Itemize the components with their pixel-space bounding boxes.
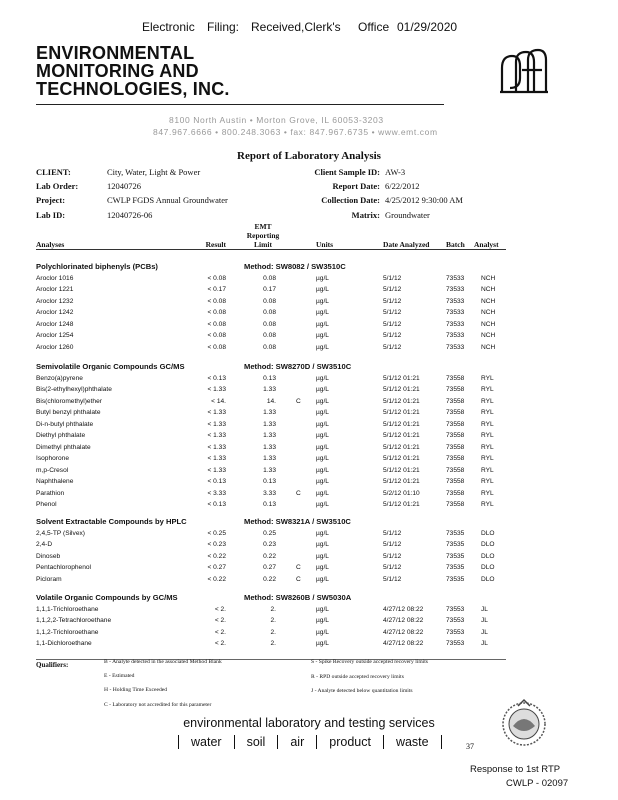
cell-analyte: Parathion <box>36 489 65 497</box>
cell-analyte: Benzo(a)pyrene <box>36 375 83 382</box>
cell-batch: 73558 <box>446 420 465 428</box>
cell-analyte: Naphthalene <box>36 478 74 486</box>
response-label: Response to 1st RTP <box>470 764 561 775</box>
cell-analyst: JL <box>481 640 488 648</box>
services-list <box>178 735 442 749</box>
cell-units: µg/L <box>316 552 329 560</box>
cell-date: 4/27/12 08:22 <box>383 606 424 613</box>
cell-analyte: 1,1,2,2-Tetrachloroethane <box>36 617 112 625</box>
cell-limit: 1.33 <box>263 386 276 394</box>
cell-batch: 73533 <box>446 343 465 351</box>
cell-analyst: RYL <box>481 466 494 474</box>
cell-analyst: RYL <box>481 500 494 508</box>
report-date-label: Report Date: <box>332 181 380 191</box>
cell-date: 5/1/12 01:21 <box>383 443 420 451</box>
cell-analyst: NCH <box>481 343 496 351</box>
cell-units: µg/L <box>316 275 329 282</box>
cell-analyte: Bis(chloromethyl)ether <box>36 397 102 405</box>
cell-limit: 1.33 <box>263 420 276 428</box>
cell-result: < 14. <box>211 397 226 405</box>
cell-limit: 1.33 <box>263 455 276 463</box>
cell-analyte: Bis(2-ethylhexyl)phthalate <box>36 386 112 394</box>
cell-analyst: DLO <box>481 530 495 537</box>
cell-date: 4/27/12 08:22 <box>383 640 424 648</box>
cell-analyst: JL <box>481 628 488 636</box>
cell-analyst: NCH <box>481 297 496 305</box>
cell-analyte: Butyl benzyl phthalate <box>36 409 101 417</box>
cell-batch: 73558 <box>446 466 465 474</box>
cell-result: < 1.33 <box>207 432 226 440</box>
cell-limit: 1.33 <box>263 432 276 440</box>
cell-batch: 73533 <box>446 320 465 328</box>
cell-batch: 73533 <box>446 309 465 317</box>
qualifier-e: E - Estimated <box>104 673 135 679</box>
cell-date: 4/27/12 08:22 <box>383 617 424 625</box>
lab-order-label: Lab Order: <box>36 181 79 191</box>
cell-analyte: Di-n-butyl phthalate <box>36 420 94 428</box>
col-emt-line: Limit <box>254 240 272 249</box>
cell-result: < 0.08 <box>207 309 226 317</box>
cell-batch: 73558 <box>446 443 465 451</box>
cell-limit: 3.33 <box>263 489 276 497</box>
cell-limit: 14. <box>266 397 276 405</box>
cell-result: < 1.33 <box>207 443 226 451</box>
col-analyses: Analyses <box>36 240 65 249</box>
cell-result: < 1.33 <box>207 409 226 417</box>
page-number: 37 <box>466 742 474 751</box>
cell-analyte: Diethyl phthalate <box>36 432 86 440</box>
cell-date: 5/1/12 01:21 <box>383 478 420 486</box>
company-logo-icon <box>498 48 550 94</box>
cell-analyte: Isophorone <box>36 455 69 463</box>
cell-analyte: Aroclor 1248 <box>36 320 74 328</box>
cell-date: 5/1/12 01:21 <box>383 500 420 508</box>
cell-analyte: Aroclor 1254 <box>36 332 74 340</box>
cell-result: < 0.08 <box>207 275 226 282</box>
cell-analyte: Aroclor 1242 <box>36 309 74 317</box>
cell-analyst: DLO <box>481 564 495 572</box>
cell-qualifier: C <box>296 564 301 572</box>
cell-result: < 2. <box>214 640 226 648</box>
report-date-value: 6/22/2012 <box>385 181 420 191</box>
cell-batch: 73558 <box>446 455 465 463</box>
company-line: TECHNOLOGIES, INC. <box>36 79 230 99</box>
filing-office: Office <box>358 20 390 34</box>
cell-date: 5/1/12 <box>383 530 402 537</box>
cell-analyst: JL <box>481 617 488 625</box>
sample-id-value: AW-3 <box>385 167 406 177</box>
cell-date: 5/1/12 <box>383 541 402 549</box>
section-title: Volatile Organic Compounds by GC/MS <box>36 593 178 602</box>
cell-batch: 73533 <box>446 297 465 305</box>
cell-limit: 0.13 <box>263 500 276 508</box>
cell-units: µg/L <box>316 455 329 463</box>
cell-result: < 2. <box>214 606 226 613</box>
cell-date: 5/1/12 01:21 <box>383 375 420 382</box>
cell-date: 5/1/12 01:21 <box>383 455 420 463</box>
qualifier-h: H - Holding Time Exceeded <box>104 687 168 693</box>
cell-result: < 1.33 <box>207 455 226 463</box>
cell-units: µg/L <box>316 332 329 340</box>
company-line: MONITORING AND <box>36 61 199 81</box>
cell-units: µg/L <box>316 500 329 508</box>
cell-analyst: DLO <box>481 541 495 549</box>
cell-limit: 0.27 <box>263 564 276 572</box>
cell-date: 5/1/12 01:21 <box>383 466 420 474</box>
cell-analyte: Aroclor 1221 <box>36 286 74 294</box>
lab-order-value: 12040726 <box>107 181 141 191</box>
cell-limit: 0.25 <box>263 530 276 537</box>
cell-date: 5/1/12 <box>383 332 402 340</box>
col-units: Units <box>316 240 334 249</box>
section-title: Solvent Extractable Compounds by HPLC <box>36 517 187 526</box>
cell-batch: 73535 <box>446 575 465 583</box>
cell-date: 5/1/12 <box>383 575 402 583</box>
sample-id-label: Client Sample ID: <box>314 167 380 177</box>
cell-analyte: Phenol <box>36 500 57 508</box>
cell-units: µg/L <box>316 640 329 648</box>
filing-date: 01/29/2020 <box>397 20 458 34</box>
cell-units: µg/L <box>316 320 329 328</box>
cell-limit: 0.23 <box>263 541 276 549</box>
company-name <box>36 44 230 98</box>
cell-date: 5/1/12 <box>383 275 402 282</box>
cell-date: 5/1/12 <box>383 309 402 317</box>
cell-limit: 0.13 <box>263 375 276 382</box>
cell-limit: 0.08 <box>263 297 276 305</box>
cell-batch: 73558 <box>446 489 465 497</box>
cell-batch: 73553 <box>446 617 465 625</box>
cell-batch: 73558 <box>446 386 465 394</box>
client-value: City, Water, Light & Power <box>107 167 201 177</box>
matrix-value: Groundwater <box>385 210 430 220</box>
service-item: waste <box>384 735 442 749</box>
cell-date: 5/1/12 01:21 <box>383 386 420 394</box>
cell-result: < 0.08 <box>207 320 226 328</box>
cell-limit: 0.22 <box>263 552 276 560</box>
qualifier-r: R - RPD outside accepted recovery limits <box>311 674 404 680</box>
cell-date: 5/1/12 <box>383 320 402 328</box>
cell-units: µg/L <box>316 420 329 428</box>
cell-units: µg/L <box>316 606 329 613</box>
project-label: Project: <box>36 195 66 205</box>
cell-units: µg/L <box>316 397 329 405</box>
cell-analyst: NCH <box>481 332 496 340</box>
service-item: water <box>178 735 235 749</box>
cell-limit: 2. <box>270 640 276 648</box>
cell-batch: 73533 <box>446 286 465 294</box>
cell-limit: 0.17 <box>263 286 276 294</box>
cell-analyst: NCH <box>481 275 496 282</box>
cell-analyte: Aroclor 1232 <box>36 297 74 305</box>
cell-analyte: 1,1,1-Trichloroethane <box>36 606 99 613</box>
cell-limit: 0.08 <box>263 309 276 317</box>
company-line: ENVIRONMENTAL <box>36 43 195 63</box>
col-emt-line: EMT <box>254 222 272 231</box>
cell-batch: 73558 <box>446 500 465 508</box>
cell-analyst: RYL <box>481 375 494 382</box>
cell-limit: 2. <box>270 628 276 636</box>
cell-limit: 0.22 <box>263 575 276 583</box>
section-title: Polychlorinated biphenyls (PCBs) <box>36 262 158 271</box>
cell-units: µg/L <box>316 617 329 625</box>
cell-units: µg/L <box>316 386 329 394</box>
cell-limit: 0.08 <box>263 275 276 282</box>
cell-units: µg/L <box>316 343 329 351</box>
cell-result: < 0.25 <box>207 530 226 537</box>
cell-units: µg/L <box>316 297 329 305</box>
cell-analyst: RYL <box>481 409 494 417</box>
cell-batch: 73558 <box>446 375 465 382</box>
col-emt-line: Reporting <box>246 231 280 240</box>
cell-batch: 73553 <box>446 640 465 648</box>
cell-result: < 0.27 <box>207 564 226 572</box>
cell-analyst: RYL <box>481 443 494 451</box>
cell-date: 5/1/12 <box>383 552 402 560</box>
cell-date: 5/1/12 01:21 <box>383 397 420 405</box>
filing-electronic: Electronic <box>142 20 195 34</box>
lab-id-value: 12040726-06 <box>107 210 153 220</box>
cell-result: < 0.08 <box>207 343 226 351</box>
accreditation-seal-icon <box>500 698 548 750</box>
section-method: Method: SW8321A / SW3510C <box>244 517 351 526</box>
cell-result: < 2. <box>214 628 226 636</box>
cell-analyst: RYL <box>481 420 494 428</box>
cell-units: µg/L <box>316 432 329 440</box>
col-batch: Batch <box>446 240 465 249</box>
cell-result: < 1.33 <box>207 420 226 428</box>
section-method: Method: SW8082 / SW3510C <box>244 262 346 271</box>
cell-result: < 1.33 <box>207 466 226 474</box>
qualifiers-label: Qualifiers: <box>36 661 69 669</box>
cell-limit: 1.33 <box>263 409 276 417</box>
service-item: air <box>278 735 317 749</box>
project-value: CWLP FGDS Annual Groundwater <box>107 195 228 205</box>
cell-date: 5/1/12 01:21 <box>383 409 420 417</box>
section-method: Method: SW8270D / SW3510C <box>244 362 352 371</box>
client-label: CLIENT: <box>36 167 71 177</box>
cell-result: < 0.13 <box>207 375 226 382</box>
cell-batch: 73533 <box>446 332 465 340</box>
cell-units: µg/L <box>316 466 329 474</box>
cell-date: 5/1/12 <box>383 564 402 572</box>
cell-batch: 73553 <box>446 628 465 636</box>
cell-date: 5/1/12 <box>383 343 402 351</box>
cell-units: µg/L <box>316 489 329 497</box>
cell-limit: 0.08 <box>263 320 276 328</box>
cell-analyte: m,p-Cresol <box>36 466 69 474</box>
cell-result: < 0.22 <box>207 575 226 583</box>
cell-units: µg/L <box>316 375 329 382</box>
cell-result: < 0.13 <box>207 478 226 486</box>
section-method: Method: SW8260B / SW5030A <box>244 593 352 602</box>
cell-units: µg/L <box>316 309 329 317</box>
cell-limit: 0.13 <box>263 478 276 486</box>
filing-received: Received,Clerk's <box>251 20 341 34</box>
cell-analyst: NCH <box>481 320 496 328</box>
cell-date: 5/1/12 01:21 <box>383 432 420 440</box>
cell-units: µg/L <box>316 530 329 537</box>
cell-limit: 0.08 <box>263 343 276 351</box>
section-title: Semivolatile Organic Compounds GC/MS <box>36 362 185 371</box>
cell-qualifier: C <box>296 397 301 405</box>
col-analyst: Analyst <box>474 240 499 249</box>
cell-batch: 73535 <box>446 530 465 537</box>
cell-analyte: 2,4-D <box>36 541 53 549</box>
cell-analyte: Picloram <box>36 575 62 583</box>
cell-result: < 0.08 <box>207 332 226 340</box>
cell-analyst: DLO <box>481 575 495 583</box>
cell-date: 5/2/12 01:10 <box>383 489 420 497</box>
cell-units: µg/L <box>316 478 329 486</box>
cell-analyte: Dimethyl phthalate <box>36 443 91 451</box>
cell-analyst: RYL <box>481 455 494 463</box>
cell-analyst: NCH <box>481 309 496 317</box>
cell-limit: 0.08 <box>263 332 276 340</box>
cell-result: < 0.17 <box>207 286 226 294</box>
cell-batch: 73535 <box>446 552 465 560</box>
cell-limit: 1.33 <box>263 443 276 451</box>
cell-analyte: Aroclor 1260 <box>36 343 74 351</box>
cell-analyst: RYL <box>481 432 494 440</box>
cell-date: 5/1/12 <box>383 286 402 294</box>
cell-limit: 2. <box>270 617 276 625</box>
cell-limit: 1.33 <box>263 466 276 474</box>
cell-analyte: 1,1-Dichloroethane <box>36 640 92 648</box>
cell-result: < 2. <box>214 617 226 625</box>
cell-analyst: JL <box>481 606 488 613</box>
cell-result: < 0.22 <box>207 552 226 560</box>
cell-date: 5/1/12 01:21 <box>383 420 420 428</box>
cell-batch: 73558 <box>446 409 465 417</box>
matrix-label: Matrix: <box>351 210 380 220</box>
cell-qualifier: C <box>296 489 301 497</box>
company-divider <box>36 104 444 105</box>
qualifier-j: J - Analyte detected below quantitation limits <box>311 688 413 694</box>
service-item: product <box>317 735 384 749</box>
cell-result: < 0.23 <box>207 541 226 549</box>
col-date-analyzed: Date Analyzed <box>383 240 430 249</box>
company-address: 8100 North Austin • Morton Grove, IL 60053-3203 <box>169 115 384 125</box>
cell-batch: 73558 <box>446 432 465 440</box>
company-contact: 847.967.6666 • 800.248.3063 • fax: 847.967.6735 • www.emt.com <box>153 127 438 137</box>
cell-analyst: DLO <box>481 552 495 560</box>
report-title: Report of Laboratory Analysis <box>237 150 381 162</box>
cell-analyst: RYL <box>481 386 494 394</box>
cell-units: µg/L <box>316 409 329 417</box>
cell-result: < 3.33 <box>207 489 226 497</box>
cell-batch: 73535 <box>446 564 465 572</box>
qualifier-c: C - Laboratory not accredited for this parameter <box>104 702 212 708</box>
cell-date: 4/27/12 08:22 <box>383 628 424 636</box>
col-reporting-limit <box>236 222 290 249</box>
qualifier-b: B - Analyte detected in the associated Method Blank <box>104 659 222 665</box>
collection-date-label: Collection Date: <box>321 195 380 205</box>
cell-analyte: Pentachlorophenol <box>36 564 91 572</box>
table-header-divider <box>36 249 506 250</box>
cell-batch: 73535 <box>446 541 465 549</box>
cell-analyst: RYL <box>481 397 494 405</box>
cell-result: < 0.13 <box>207 500 226 508</box>
cell-qualifier: C <box>296 575 301 583</box>
cell-analyte: Dinoseb <box>36 552 61 560</box>
cell-analyst: NCH <box>481 286 496 294</box>
cell-units: µg/L <box>316 628 329 636</box>
service-item: soil <box>235 735 279 749</box>
lab-id-label: Lab ID: <box>36 210 66 220</box>
filing-label: Filing: <box>207 20 240 34</box>
collection-date-value: 4/25/2012 9:30:00 AM <box>385 195 463 205</box>
cell-result: < 1.33 <box>207 386 226 394</box>
cell-analyst: RYL <box>481 478 494 486</box>
cell-analyte: Aroclor 1016 <box>36 275 74 282</box>
cell-units: µg/L <box>316 541 329 549</box>
col-result: Result <box>205 240 226 249</box>
cell-units: µg/L <box>316 564 329 572</box>
cell-units: µg/L <box>316 575 329 583</box>
cell-result: < 0.08 <box>207 297 226 305</box>
cell-units: µg/L <box>316 443 329 451</box>
cell-units: µg/L <box>316 286 329 294</box>
cell-batch: 73553 <box>446 606 465 613</box>
qualifier-s: S - Spike Recovery outside accepted recovery limits <box>311 659 428 665</box>
cell-date: 5/1/12 <box>383 297 402 305</box>
cell-batch: 73558 <box>446 397 465 405</box>
cell-analyst: RYL <box>481 489 494 497</box>
cell-batch: 73558 <box>446 478 465 486</box>
cell-analyte: 1,1,2-Trichloroethane <box>36 628 99 636</box>
document-id: CWLP - 02097 <box>506 778 569 789</box>
services-tagline: environmental laboratory and testing services <box>183 716 435 730</box>
cell-limit: 2. <box>270 606 276 613</box>
cell-analyte: 2,4,5-TP (Silvex) <box>36 530 85 537</box>
cell-batch: 73533 <box>446 275 465 282</box>
